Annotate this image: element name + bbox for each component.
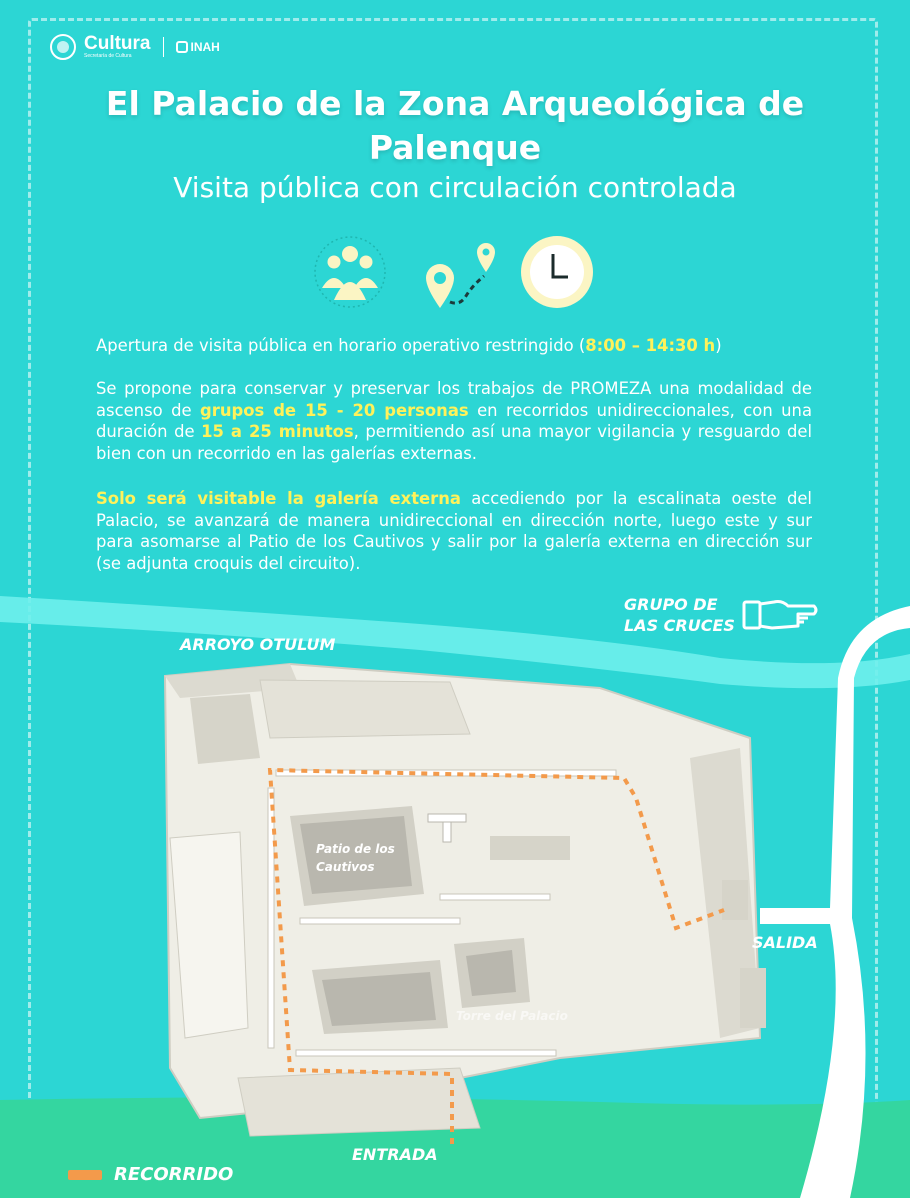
clock-icon — [521, 236, 593, 308]
group-size: grupos de 15 - 20 personas — [200, 400, 469, 420]
palace-structure — [165, 664, 766, 1136]
label-entrada: ENTRADA — [352, 1145, 438, 1164]
route-pins-icon — [426, 243, 495, 308]
inah-label: INAH — [190, 40, 220, 54]
brand-subtitle: Secretaría de Cultura — [84, 53, 132, 59]
inah-icon — [176, 41, 188, 53]
cultura-seal-icon — [50, 34, 76, 60]
label-torre: Torre del Palacio — [456, 1009, 568, 1023]
visit-duration: 15 a 25 minutos — [201, 422, 354, 441]
route-legend — [68, 1164, 233, 1185]
header-logos — [50, 34, 220, 60]
label-arroyo: ARROYO OTULUM — [180, 635, 336, 654]
route-paragraph: Solo será visitable la galería externa accediendo por la escalinata oeste del Palacio, se avanzará de manera unidireccional en dirección norte, luego este y sur para asomarse al Patio de los Cautivos y salir por la galería externa en dirección sur (se adjunta croquis del circuito). — [96, 489, 812, 573]
brand-name: Cultura — [84, 33, 151, 54]
page-subtitle: Visita pública con circulación controlada — [173, 171, 737, 204]
route-swatch — [68, 1170, 102, 1180]
schedule-hours: 8:00 – 14:30 h — [585, 336, 716, 355]
group-paragraph: Se propone para conservar y preservar los trabajos de PROMEZA una modalidad de ascenso de grupos de 15 - 20 personas en recorridos unidireccionales, con una duración de 15 a 25 minutos, permitiendo así una mayor vigilancia y resguardo del bien con un recorrido en las galerías externas. — [96, 379, 813, 463]
label-grupo-cruces: GRUPO DE LAS CRUCES — [624, 595, 735, 635]
group-people-icon — [315, 237, 385, 307]
info-icons — [310, 236, 610, 316]
page-title: El Palacio de la Zona Arqueológica de Palenque — [105, 84, 805, 167]
label-patio-cautivos: Patio de los Cautivos — [316, 842, 395, 874]
inah-logo — [176, 40, 220, 54]
palace-map — [0, 588, 910, 1198]
pointing-hand-icon — [744, 602, 816, 629]
arroyo-otulum-river — [0, 596, 910, 688]
logo-divider — [163, 37, 164, 57]
label-salida: SALIDA — [752, 933, 818, 952]
cultura-logo — [84, 35, 151, 59]
legend-label: RECORRIDO — [114, 1164, 234, 1185]
route-highlight: Solo será visitable la galería externa — [96, 489, 461, 508]
schedule-paragraph: Apertura de visita pública en horario operativo restringido (8:00 – 14:30 h) — [96, 336, 722, 355]
